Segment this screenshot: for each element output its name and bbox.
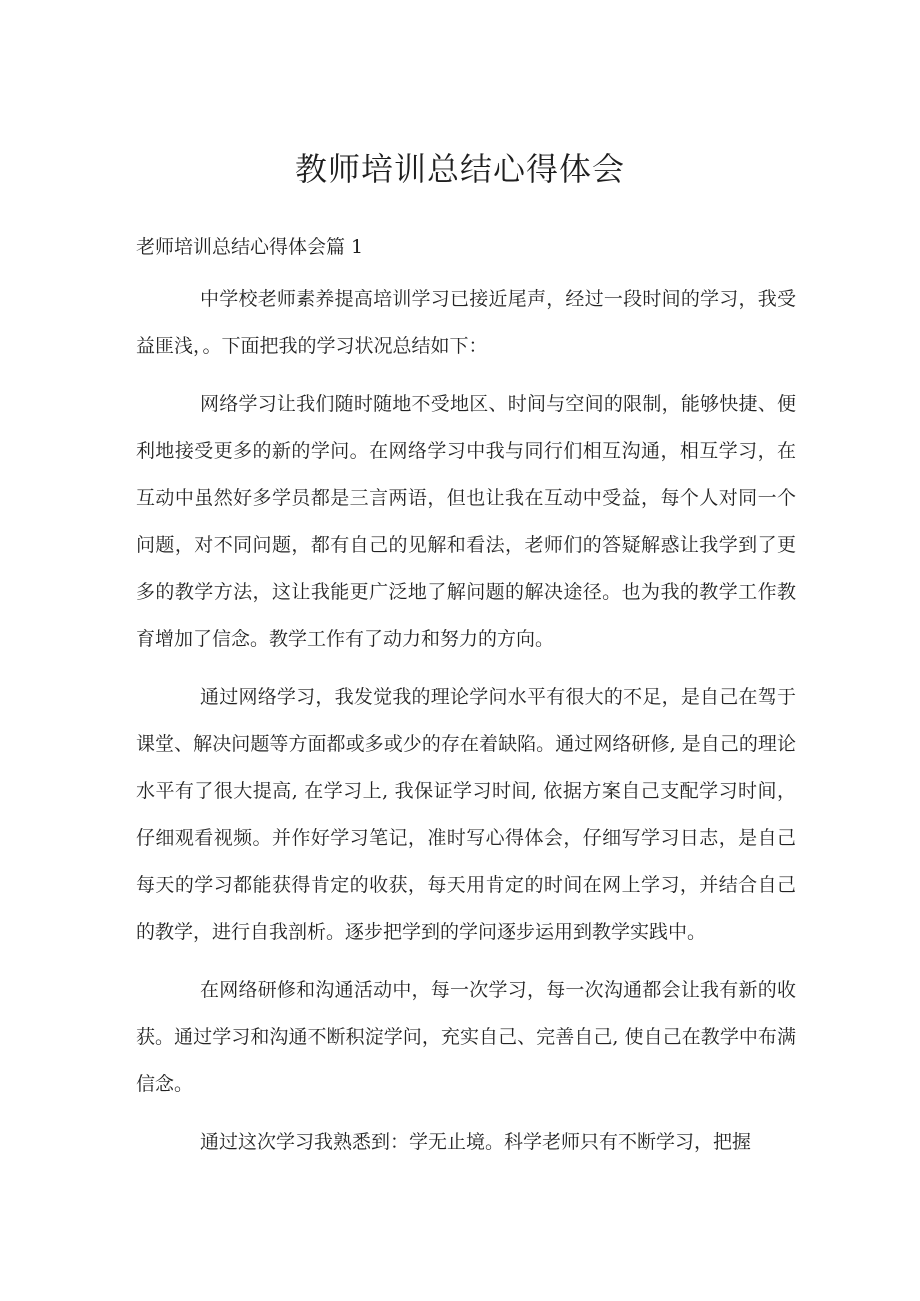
page-title: 教师培训总结心得体会: [294, 150, 625, 188]
section-heading: 老师培训总结心得体会篇 1: [136, 236, 364, 258]
paragraph: 通过网络学习，我发觉我的理论学问水平有很大的不足，是自己在驾于课堂、解决问题等方面都或多或少的存在着缺陷。通过网络研修, 是自己的理论水平有了很大提高, 在学习上, 我保证学习时间, 依据方案自己支配学习时间，仔细观看视频。并作好学习笔记，准时写心得体会，仔细写学习日志，是自己每天的学习都能获得肯定的收获，每天用肯定的时间在网上学习，并结合自己的教学，进行自我剖析。逐步把学到的学问逐步运用到教学实践中。: [136, 686, 796, 943]
document-body: [136, 276, 796, 1166]
paragraph: 通过这次学习我熟悉到：学无止境。科学老师只有不断学习，把握: [200, 1131, 752, 1153]
paragraph: 中学校老师素养提高培训学习已接近尾声，经过一段时间的学习，我受益匪浅，。下面把我的学习状况总结如下：: [136, 288, 796, 357]
paragraph: 在网络研修和沟通活动中，每一次学习，每一次沟通都会让我有新的收获。通过学习和沟通不断积淀学问，充实自己、完善自己, 使自己在教学中布满信念。: [136, 979, 796, 1095]
paragraph: 网络学习让我们随时随地不受地区、时间与空间的限制，能够快捷、便利地接受更多的新的学问。在网络学习中我与同行们相互沟通，相互学习，在互动中虽然好多学员都是三言两语，但也让我在互动中受益，每个人对同一个问题，对不同问题，都有自己的见解和看法，老师们的答疑解惑让我学到了更多的教学方法，这让我能更广泛地了解问题的解决途径。也为我的教学工作教育增加了信念。教学工作有了动力和努力的方向。: [136, 393, 796, 650]
